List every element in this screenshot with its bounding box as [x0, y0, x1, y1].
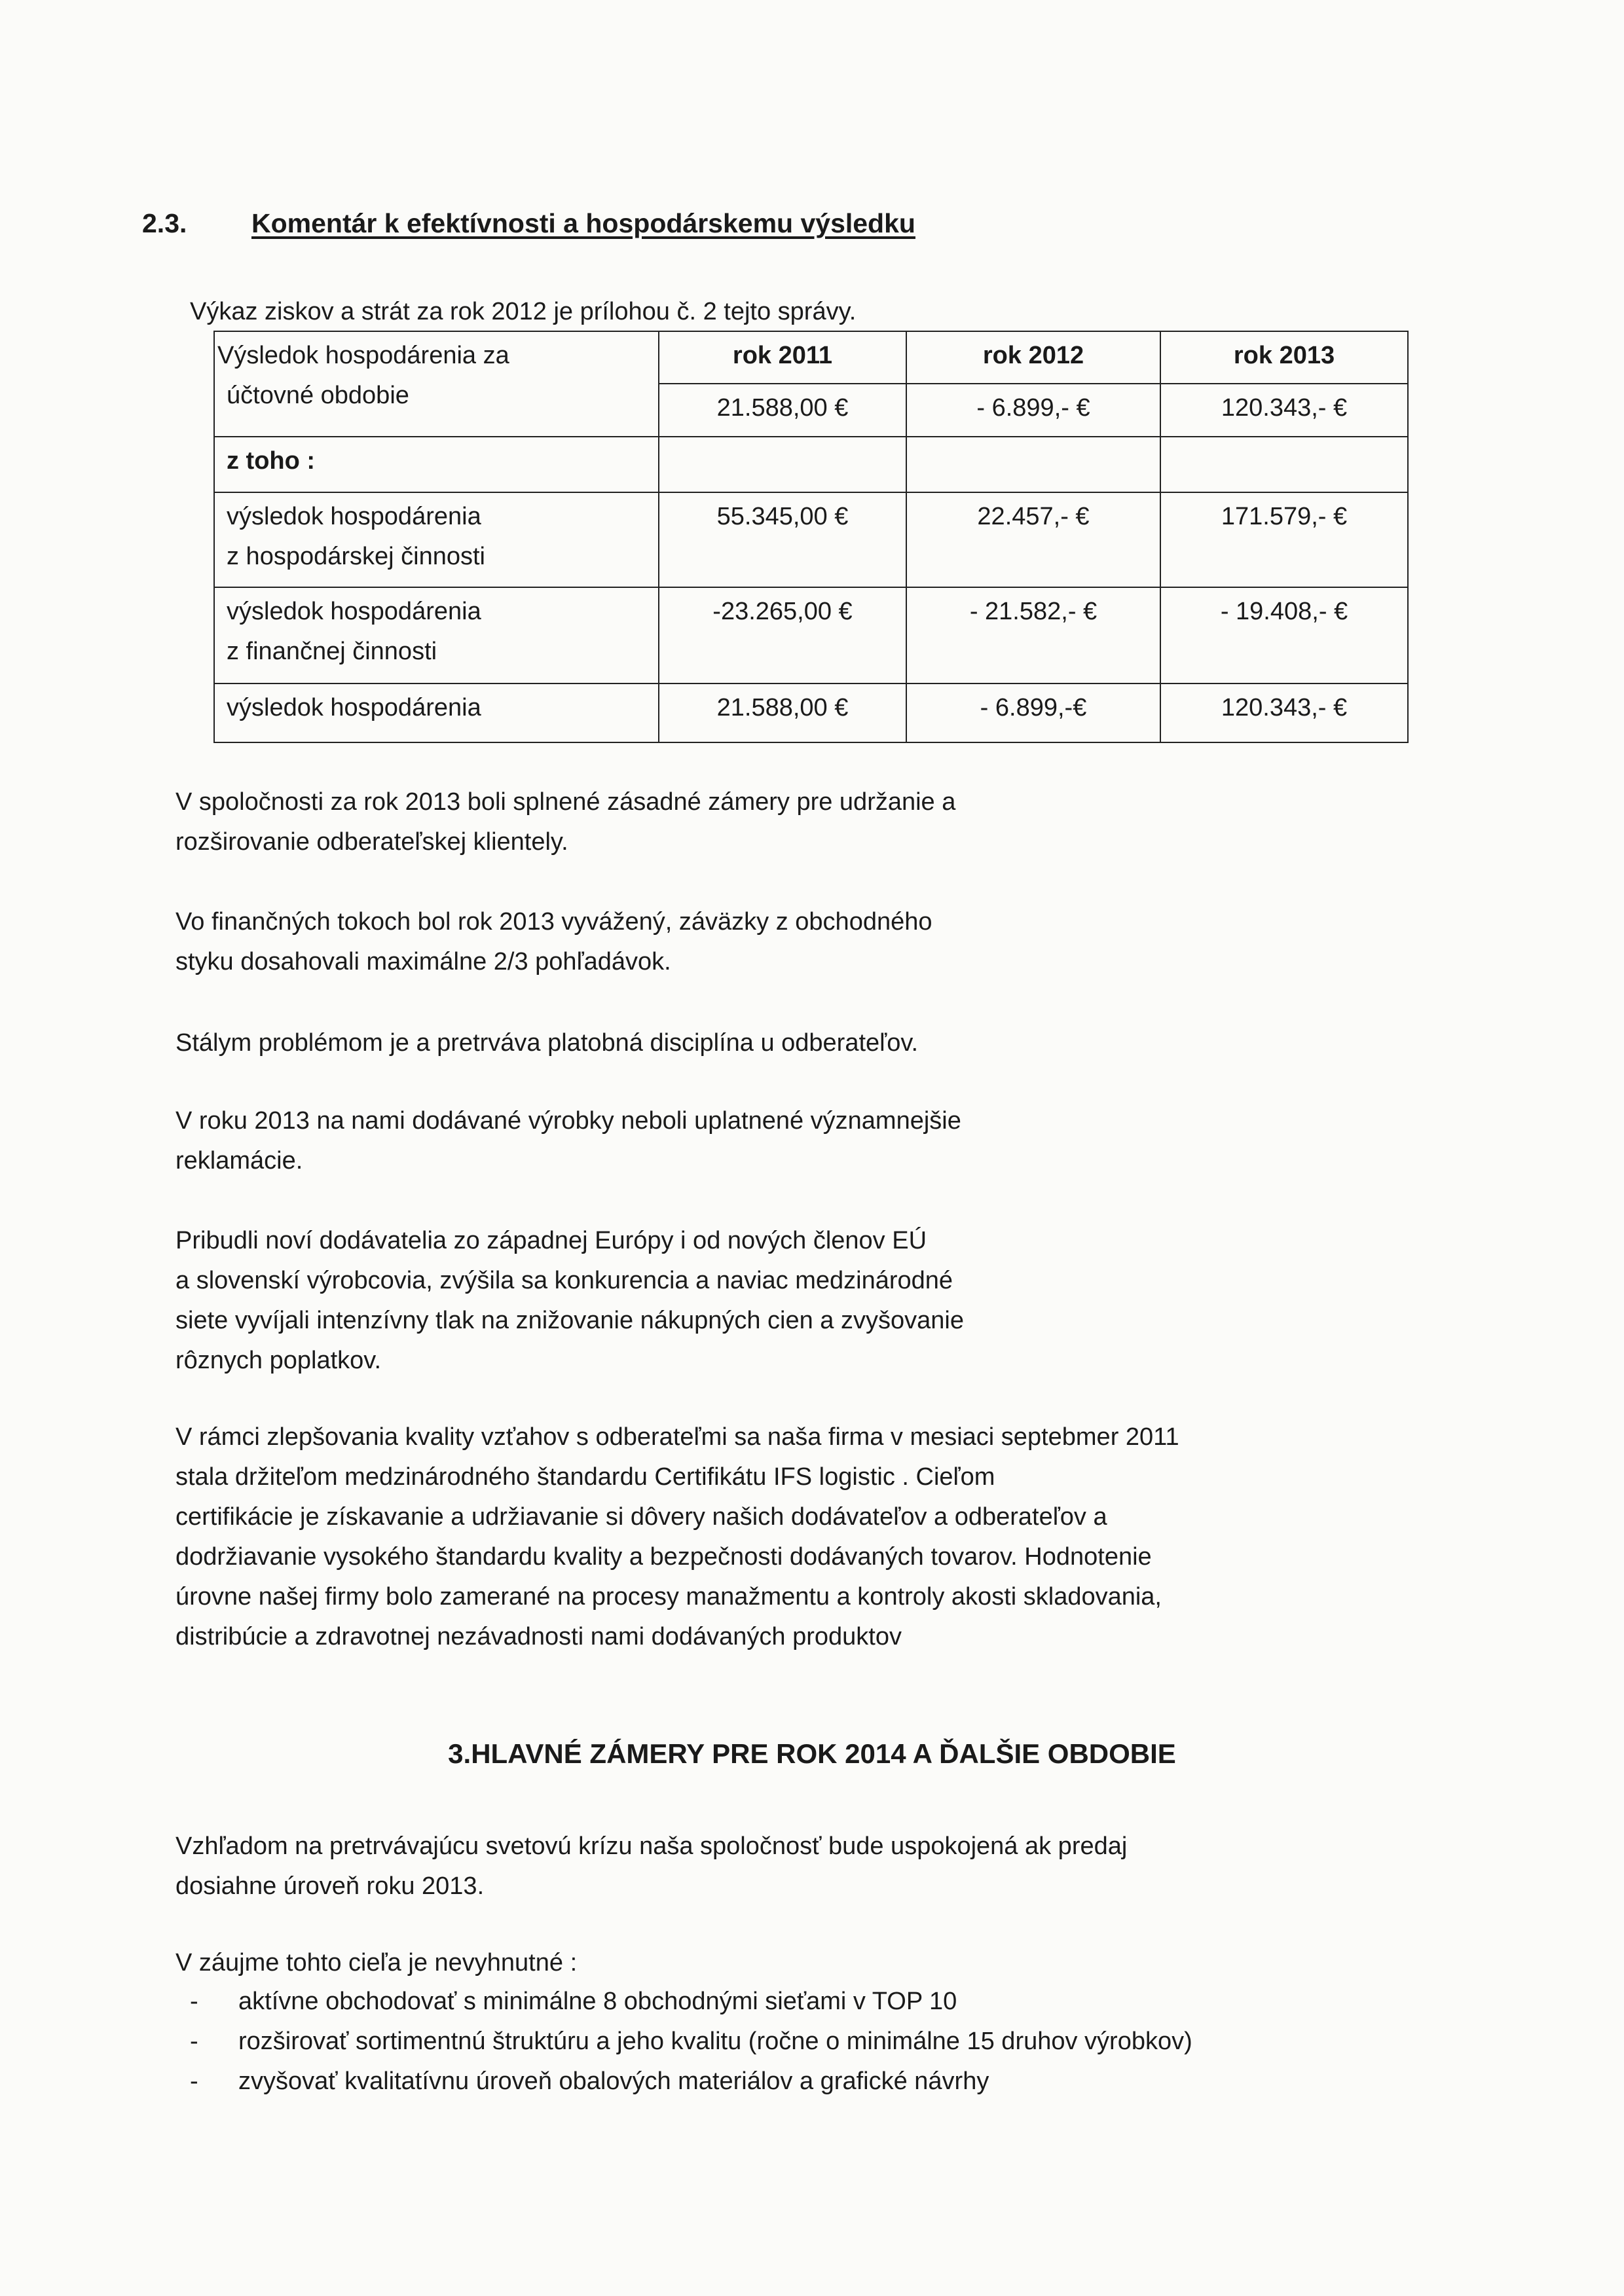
list-item — [190, 1988, 957, 2016]
text-line: Vo finančných tokoch bol rok 2013 vyvážený, záväzky z obchodného — [175, 908, 932, 936]
text-line: úrovne našej firmy bolo zamerané na procesy manažmentu a kontroly akosti skladovania, — [175, 1583, 1162, 1611]
table-cell: 171.579,- € — [1160, 492, 1408, 587]
text-line: certifikácie je získavanie a udržiavanie si dôvery našich dodávateľov a odberateľov a — [175, 1503, 1107, 1531]
text-line: Stálym problémom je a pretrváva platobná disciplína u odberateľov. — [175, 1029, 919, 1057]
paragraph-competition — [175, 1221, 964, 1381]
label-line: z finančnej činnosti — [227, 638, 437, 665]
paragraph-discipline — [175, 1023, 918, 1063]
text-line: reklamácie. — [175, 1147, 303, 1175]
list-item-text: rozširovať sortimentnú štruktúru a jeho kvalitu (ročne o minimálne 15 druhov výrobkov) — [238, 2028, 1192, 2055]
table-cell: 21.588,00 € — [659, 683, 906, 742]
text-line: siete vyvíjali intenzívny tlak na znižovanie nákupných cien a zvyšovanie — [175, 1307, 964, 1334]
text-line: dosiahne úroveň roku 2013. — [175, 1872, 485, 1900]
text-line: distribúcie a zdravotnej nezávadnosti nami dodávaných produktov — [175, 1623, 902, 1650]
text-line: stala držiteľom medzinárodného štandardu Certifikátu IFS logistic . Cieľom — [175, 1463, 995, 1491]
table-cell-label — [214, 587, 659, 683]
header-2012: rok 2012 — [906, 331, 1160, 384]
list-item — [190, 2068, 989, 2096]
text-line: V roku 2013 na nami dodávané výrobky neboli uplatnené významnejšie — [175, 1107, 961, 1135]
table-row — [214, 331, 1408, 384]
list-item — [190, 2028, 1192, 2056]
results-table — [213, 331, 1409, 743]
table-cell: - 21.582,- € — [906, 587, 1160, 683]
bullet-dash: - — [190, 2028, 198, 2055]
label-line: výsledok hospodárenia — [227, 598, 481, 625]
text-line: a slovenskí výrobcovia, zvýšila sa konkurencia a naviac medzinárodné — [175, 1267, 953, 1294]
table-cell-label: z toho : — [214, 437, 659, 492]
list-item-text: zvyšovať kvalitatívnu úroveň obalových materiálov a grafické návrhy — [238, 2068, 989, 2095]
paragraph-certification — [175, 1417, 1179, 1657]
text-line: rôznych poplatkov. — [175, 1347, 382, 1374]
paragraph-complaints — [175, 1101, 961, 1181]
text-line: Vzhľadom na pretrvávajúcu svetovú krízu naša spoločnosť bude uspokojená ak predaj — [175, 1832, 1128, 1860]
section-heading-2-3 — [142, 208, 915, 239]
text-line: V rámci zlepšovania kvality vzťahov s odberateľmi sa naša firma v mesiaci septebmer 2011 — [175, 1423, 1179, 1451]
section-number: 2.3. — [142, 208, 187, 238]
label-line: Výsledok hospodárenia za — [217, 342, 509, 369]
table-cell — [659, 437, 906, 492]
table-cell-label — [214, 331, 659, 437]
list-item-text: aktívne obchodovať s minimálne 8 obchodnými sieťami v TOP 10 — [238, 1988, 957, 2015]
table-cell: 55.345,00 € — [659, 492, 906, 587]
paragraph-finance — [175, 902, 932, 982]
section-title: Komentár k efektívnosti a hospodárskemu výsledku — [251, 208, 915, 238]
bullet-dash: - — [190, 2068, 198, 2095]
header-2011: rok 2011 — [659, 331, 906, 384]
table-cell: - 6.899,- € — [906, 384, 1160, 437]
table-row — [214, 683, 1408, 742]
table-cell: - 6.899,-€ — [906, 683, 1160, 742]
goals-lead: V záujme tohto cieľa je nevyhnutné : — [175, 1949, 578, 1977]
table-cell: 22.457,- € — [906, 492, 1160, 587]
text-line: dodržiavanie vysokého štandardu kvality a bezpečnosti dodávaných tovarov. Hodnotenie — [175, 1543, 1152, 1571]
paragraph-clients — [175, 782, 955, 862]
table-row — [214, 437, 1408, 492]
table-cell — [1160, 437, 1408, 492]
table-cell: 120.343,- € — [1160, 384, 1408, 437]
section-heading-3: 3.HLAVNÉ ZÁMERY PRE ROK 2014 A ĎALŠIE OBDOBIE — [448, 1738, 1176, 1769]
text-line: rozširovanie odberateľskej klientely. — [175, 828, 568, 856]
label-line: z hospodárskej činnosti — [227, 543, 485, 570]
table-row — [214, 587, 1408, 683]
label-line: výsledok hospodárenia — [227, 503, 481, 530]
text-line: V spoločnosti za rok 2013 boli splnené zásadné zámery pre udržanie a — [175, 788, 956, 816]
table-cell: 120.343,- € — [1160, 683, 1408, 742]
text-line: Pribudli noví dodávatelia zo západnej Európy i od nových členov EÚ — [175, 1227, 927, 1254]
table-cell-label — [214, 492, 659, 587]
table-cell: 21.588,00 € — [659, 384, 906, 437]
table-cell: - 19.408,- € — [1160, 587, 1408, 683]
label-line: účtovné obdobie — [227, 382, 409, 409]
table-cell: -23.265,00 € — [659, 587, 906, 683]
intro-text: Výkaz ziskov a strát za rok 2012 je prílohou č. 2 tejto správy. — [190, 298, 857, 325]
table-cell-label: výsledok hospodárenia — [214, 683, 659, 742]
header-2013: rok 2013 — [1160, 331, 1408, 384]
paragraph-outlook — [175, 1827, 1127, 1906]
text-line: styku dosahovali maximálne 2/3 pohľadávok. — [175, 948, 671, 975]
bullet-dash: - — [190, 1988, 198, 2015]
table-row — [214, 492, 1408, 587]
table-cell — [906, 437, 1160, 492]
